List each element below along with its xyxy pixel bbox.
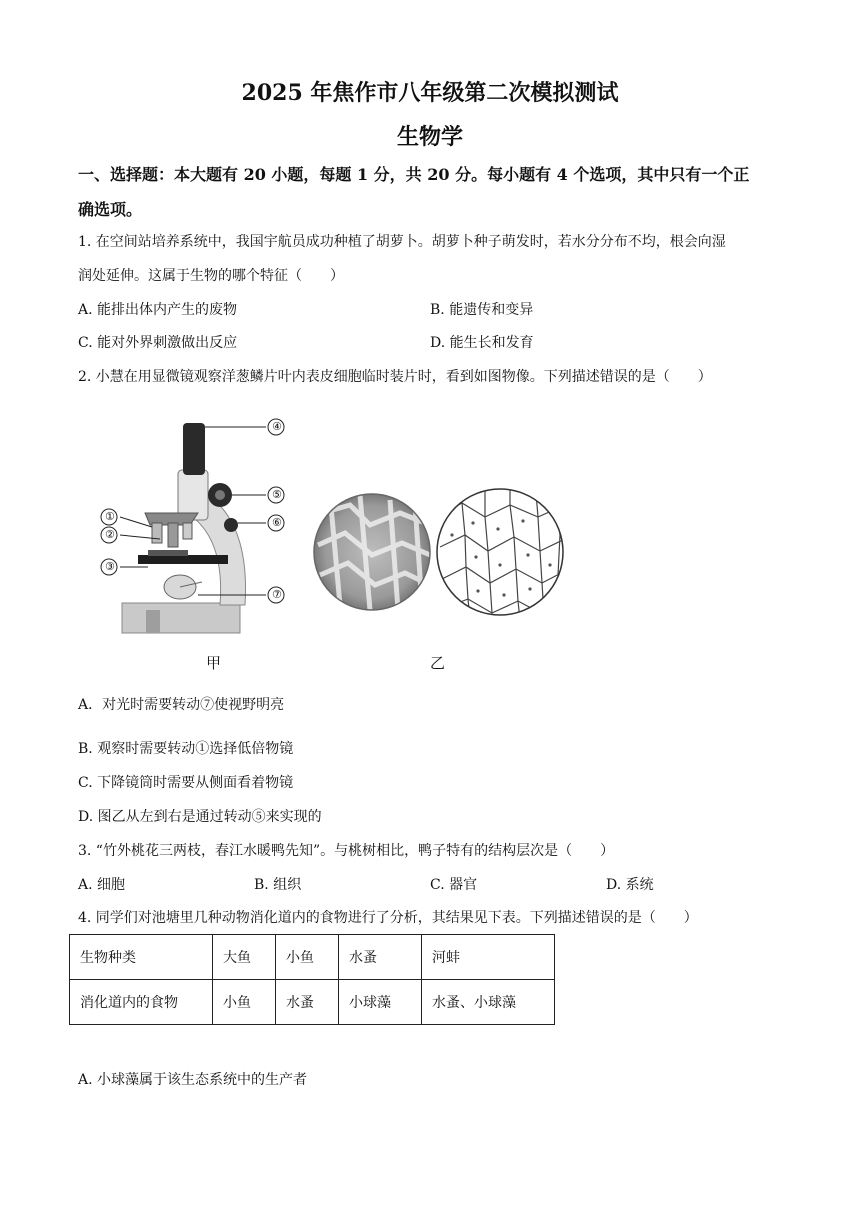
table-row (70, 980, 555, 1025)
table-cell: 水蚤 (276, 980, 339, 1025)
q2-option-b: B. 观察时需要转动①选择低倍物镜 (78, 741, 294, 757)
q2-option-c: C. 下降镜筒时需要从侧面看着物镜 (78, 775, 294, 791)
q4-stem: 4. 同学们对池塘里几种动物消化道内的食物进行了分析，其结果见下表。下列描述错误的是（ ） (78, 910, 698, 926)
exam-title: 2025 年焦作市八年级第二次模拟测试 (241, 80, 619, 106)
q1-option-c: C. 能对外界刺激做出反应 (78, 335, 238, 351)
table-cell: 小鱼 (276, 935, 339, 980)
table-cell: 小鱼 (213, 980, 276, 1025)
q2-figure (90, 405, 570, 675)
table-cell: 小球藻 (339, 980, 422, 1025)
q1-stem-line1: 1. 在空间站培养系统中，我国宇航员成功种植了胡萝卜。胡萝卜种子萌发时，若水分分布不均，根会向湿 (78, 234, 726, 250)
blurry-cell-view (314, 494, 430, 610)
marker-5: ⑤ (272, 488, 282, 501)
marker-3: ③ (105, 560, 115, 573)
q1-option-d: D. 能生长和发育 (430, 335, 534, 351)
marker-2: ② (105, 528, 115, 541)
microscope-illustration (122, 423, 246, 633)
marker-4: ④ (272, 420, 282, 433)
q1-stem-line2: 润处延伸。这属于生物的哪个特征（ ） (78, 268, 344, 284)
q3-option-c: C. 器官 (430, 877, 478, 893)
table-cell: 大鱼 (213, 935, 276, 980)
marker-1: ① (105, 510, 115, 523)
q2-option-a: A．对光时需要转动⑦使视野明亮 (78, 697, 285, 713)
table-cell: 水蚤 (339, 935, 422, 980)
table-cell: 水蚤、小球藻 (422, 980, 555, 1025)
subject-title: 生物学 (396, 124, 463, 150)
q2-option-d: D. 图乙从左到右是通过转动⑤来实现的 (78, 809, 322, 825)
figure-label-yi: 乙 (430, 654, 446, 672)
q3-option-b: B. 组织 (254, 877, 302, 893)
section-heading-line2: 确选项。 (78, 200, 143, 219)
table-row (70, 935, 555, 980)
figure-label-jia: 甲 (206, 654, 222, 672)
marker-7: ⑦ (272, 588, 282, 601)
table-cell: 生物种类 (70, 935, 213, 980)
q2-stem: 2. 小慧在用显微镜观察洋葱鳞片叶内表皮细胞临时装片时，看到如图物像。下列描述错误的是（ ） (78, 369, 712, 385)
section-heading-line1: 一、选择题：本大题有 20 小题，每题 1 分，共 20 分。每小题有 4 个选项，其中只有一个正 (78, 165, 750, 184)
q4-food-table (69, 934, 555, 1025)
q3-option-d: D. 系统 (606, 877, 654, 893)
clear-cell-view (437, 489, 565, 620)
q3-option-a: A. 细胞 (78, 877, 126, 893)
q1-option-a: A. 能排出体内产生的废物 (78, 302, 238, 318)
table-cell: 消化道内的食物 (70, 980, 213, 1025)
marker-6: ⑥ (272, 516, 282, 529)
q3-stem: 3. “竹外桃花三两枝，春江水暖鸭先知”。与桃树相比，鸭子特有的结构层次是（ ） (78, 843, 615, 859)
q1-option-b: B. 能遗传和变异 (430, 302, 534, 318)
table-cell: 河蚌 (422, 935, 555, 980)
q4-option-a: A. 小球藻属于该生态系统中的生产者 (78, 1072, 308, 1088)
